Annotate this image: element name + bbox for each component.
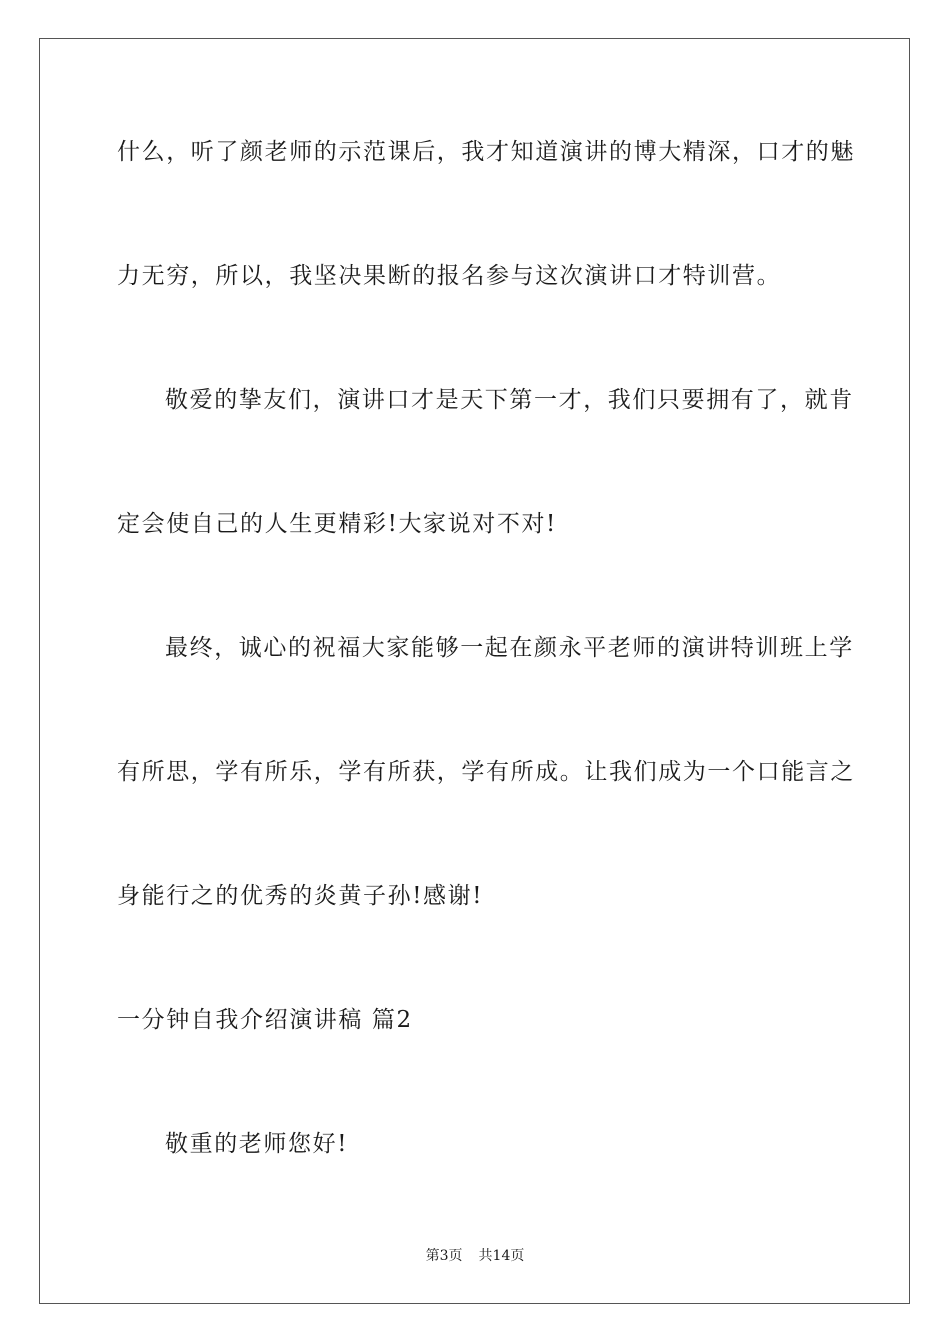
section-heading: 一分钟自我介绍演讲稿 篇2 (117, 1007, 413, 1033)
paragraph-line: 敬爱的挚友们，演讲口才是天下第一才，我们只要拥有了，就肯 (165, 387, 854, 413)
paragraph-line: 什么，听了颜老师的示范课后，我才知道演讲的博大精深，口才的魅 (117, 139, 855, 165)
paragraph-line: 敬重的老师您好! (165, 1131, 349, 1157)
page-footer (0, 1246, 950, 1266)
page-number: 第3页 (425, 1248, 463, 1264)
paragraph-line: 有所思，学有所乐，学有所获，学有所成。让我们成为一个口能言之 (117, 759, 855, 785)
page-total: 共14页 (478, 1248, 525, 1264)
paragraph-line: 身能行之的优秀的炎黄子孙!感谢! (117, 883, 484, 909)
paragraph-line: 力无穷，所以，我坚决果断的报名参与这次演讲口才特训营。 (117, 263, 782, 289)
page-border (39, 38, 910, 1304)
paragraph-line: 最终，诚心的祝福大家能够一起在颜永平老师的演讲特训班上学 (165, 635, 854, 661)
paragraph-line: 定会使自己的人生更精彩!大家说对不对! (117, 511, 557, 537)
